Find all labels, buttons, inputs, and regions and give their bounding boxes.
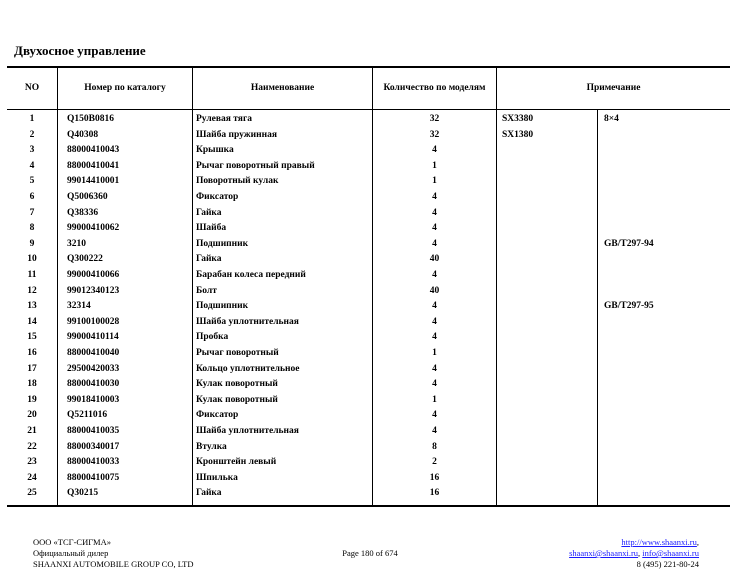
row-quantity: 4 [432, 316, 437, 327]
table-row [0, 252, 740, 268]
footer-group: SHAANXI AUTOMOBILE GROUP CO, LTD [33, 559, 194, 569]
table-row [0, 143, 740, 159]
row-name: Крышка [196, 145, 234, 156]
row-no: 12 [27, 285, 37, 296]
table-row [0, 424, 740, 440]
row-catalog-number: Q150B0816 [67, 114, 114, 124]
row-quantity: 4 [432, 270, 437, 280]
table-row [0, 174, 740, 190]
email-link-2[interactable]: info@shaanxi.ru [642, 548, 699, 558]
row-catalog-number: 99014410001 [67, 176, 120, 187]
table-row [0, 268, 740, 284]
table-row [0, 330, 740, 346]
row-name: Гайка [196, 488, 222, 499]
table-row [0, 440, 740, 456]
table-row [0, 221, 740, 237]
page-number: Page 180 of 674 [342, 548, 398, 558]
row-catalog-number: Q40308 [67, 129, 99, 140]
row-quantity: 4 [432, 410, 437, 421]
table-row [0, 159, 740, 175]
row-catalog-number: Q5211016 [67, 410, 108, 421]
row-catalog-number: 88000410075 [67, 472, 120, 483]
row-quantity: 4 [432, 301, 437, 312]
row-no: 8 [29, 223, 35, 234]
phone-number: 8 (495) 221-80-24 [636, 559, 699, 569]
row-quantity: 1 [432, 176, 437, 187]
row-name: Кулак поворотный [196, 394, 278, 405]
row-quantity: 4 [432, 426, 437, 436]
row-catalog-number: 99000410114 [67, 332, 119, 343]
table-row [0, 408, 740, 424]
table-row [0, 486, 740, 502]
row-name: Кулак поворотный [196, 379, 278, 390]
row-catalog-number: 3210 [67, 238, 86, 249]
row-no: 18 [27, 379, 37, 390]
website-comma: , [696, 537, 699, 547]
row-name: Подшипник [196, 301, 249, 312]
row-quantity: 4 [432, 379, 437, 390]
row-name: Фиксатор [196, 410, 239, 421]
row-no: 21 [27, 426, 37, 436]
table-row [0, 237, 740, 253]
row-name: Пробка [196, 332, 229, 343]
header-catalog: Номер по каталогу [84, 83, 166, 93]
row-catalog-number: Q300222 [67, 254, 103, 265]
row-catalog-number: 99000410066 [67, 270, 120, 280]
row-catalog-number: 99018410003 [67, 394, 120, 405]
row-quantity: 4 [432, 145, 437, 156]
row-no: 4 [29, 160, 35, 171]
row-name: Шайба [196, 223, 227, 234]
header-bottom-rule [7, 109, 730, 110]
row-quantity: 40 [429, 285, 440, 296]
row-quantity: 1 [432, 160, 437, 171]
row-name: Фиксатор [196, 192, 239, 202]
header-name: Наименование [250, 83, 315, 93]
header-qty: Количество по моделям [383, 83, 486, 93]
row-name: Барабан колеса передний [196, 270, 306, 280]
row-name: Втулка [196, 441, 227, 452]
row-name: Рычаг поворотный [196, 348, 279, 358]
row-quantity: 16 [429, 488, 440, 499]
row-catalog-number: 88000340017 [67, 441, 120, 452]
row-no: 22 [27, 441, 37, 452]
table-row [0, 284, 740, 300]
row-no: 16 [27, 348, 37, 358]
row-quantity: 4 [432, 192, 437, 202]
row-name: Подшипник [196, 238, 249, 249]
table-row [0, 393, 740, 409]
table-row [0, 315, 740, 331]
footer-dealer: Официальный дилер [33, 548, 109, 558]
row-quantity: 1 [432, 394, 437, 405]
row-model-note: SX3380 [502, 114, 534, 124]
row-quantity: 16 [429, 472, 440, 483]
header-note: Примечание [586, 83, 641, 93]
row-catalog-number: 88000410035 [67, 426, 120, 436]
row-catalog-number: 99000410062 [67, 223, 120, 234]
row-catalog-number: 99100100028 [67, 316, 120, 327]
row-quantity: 1 [432, 348, 437, 358]
email-link-1[interactable]: shaanxi@shaanxi.ru [569, 548, 639, 558]
row-name: Гайка [196, 207, 222, 218]
row-quantity: 32 [429, 114, 440, 124]
row-catalog-number: Q5006360 [67, 192, 108, 202]
table-row [0, 112, 740, 128]
row-quantity: 4 [432, 223, 437, 234]
row-catalog-number: 29500420033 [67, 363, 120, 374]
row-name: Рычаг поворотный правый [196, 160, 315, 171]
row-no: 7 [29, 207, 35, 218]
website-link[interactable]: http://www.shaanxi.ru [621, 537, 697, 547]
row-no: 5 [29, 176, 35, 187]
row-no: 25 [27, 488, 37, 499]
row-name: Гайка [196, 254, 222, 265]
row-catalog-number: 99012340123 [67, 285, 120, 296]
row-catalog-number: 88000410043 [67, 145, 120, 156]
table-bottom-rule [7, 505, 730, 507]
row-no: 23 [27, 457, 37, 468]
row-no: 2 [29, 129, 35, 140]
row-name: Шайба уплотнительная [196, 426, 299, 436]
row-quantity: 8 [432, 441, 437, 452]
row-no: 17 [27, 363, 37, 374]
row-catalog-number: 88000410030 [67, 379, 120, 390]
row-no: 13 [27, 301, 37, 312]
row-no: 15 [27, 332, 37, 343]
row-no: 6 [29, 192, 35, 202]
row-name: Шпилька [196, 472, 238, 483]
row-model-note: SX1380 [502, 129, 534, 140]
row-no: 1 [29, 114, 35, 124]
row-no: 11 [27, 270, 37, 280]
table-row [0, 362, 740, 378]
row-catalog-number: Q38336 [67, 207, 99, 218]
footer-company-name: ООО «ТСГ-СИГМА» [33, 537, 111, 547]
row-quantity: 4 [432, 363, 437, 374]
table-row [0, 377, 740, 393]
table-row [0, 190, 740, 206]
row-no: 24 [27, 472, 37, 483]
row-catalog-number: 32314 [67, 301, 91, 312]
row-quantity: 4 [432, 207, 437, 218]
row-catalog-number: 88000410041 [67, 160, 120, 171]
row-quantity: 4 [432, 332, 437, 343]
row-quantity: 4 [432, 238, 437, 249]
row-name: Кронштейн левый [196, 457, 277, 468]
row-standard-note: GB/T297-95 [604, 301, 654, 312]
row-quantity: 40 [429, 254, 440, 265]
row-quantity: 2 [432, 457, 437, 468]
row-no: 20 [27, 410, 37, 421]
table-row [0, 471, 740, 487]
row-catalog-number: Q30215 [67, 488, 99, 499]
table-row [0, 128, 740, 144]
row-catalog-number: 88000410033 [67, 457, 120, 468]
footer-contacts [569, 537, 699, 570]
row-no: 9 [29, 238, 35, 249]
row-name: Болт [196, 285, 217, 296]
table-row [0, 299, 740, 315]
row-no: 10 [27, 254, 37, 265]
row-catalog-number: 88000410040 [67, 348, 120, 358]
header-no: NO [24, 83, 40, 93]
table-row [0, 455, 740, 471]
email-separator: , [638, 548, 643, 558]
row-no: 19 [27, 394, 37, 405]
row-name: Шайба пружинная [196, 129, 277, 140]
row-name: Шайба уплотнительная [196, 316, 299, 327]
row-name: Поворотный кулак [196, 176, 279, 187]
row-standard-note: GB/T297-94 [604, 238, 654, 249]
page-title: Двухосное управление [14, 43, 146, 58]
table-row [0, 206, 740, 222]
row-name: Кольцо уплотнительное [196, 363, 300, 374]
row-no: 3 [29, 145, 35, 156]
row-no: 14 [27, 316, 37, 327]
row-quantity: 32 [429, 129, 440, 140]
row-name: Рулевая тяга [196, 114, 253, 124]
table-row [0, 346, 740, 362]
row-standard-note: 8×4 [604, 114, 619, 124]
